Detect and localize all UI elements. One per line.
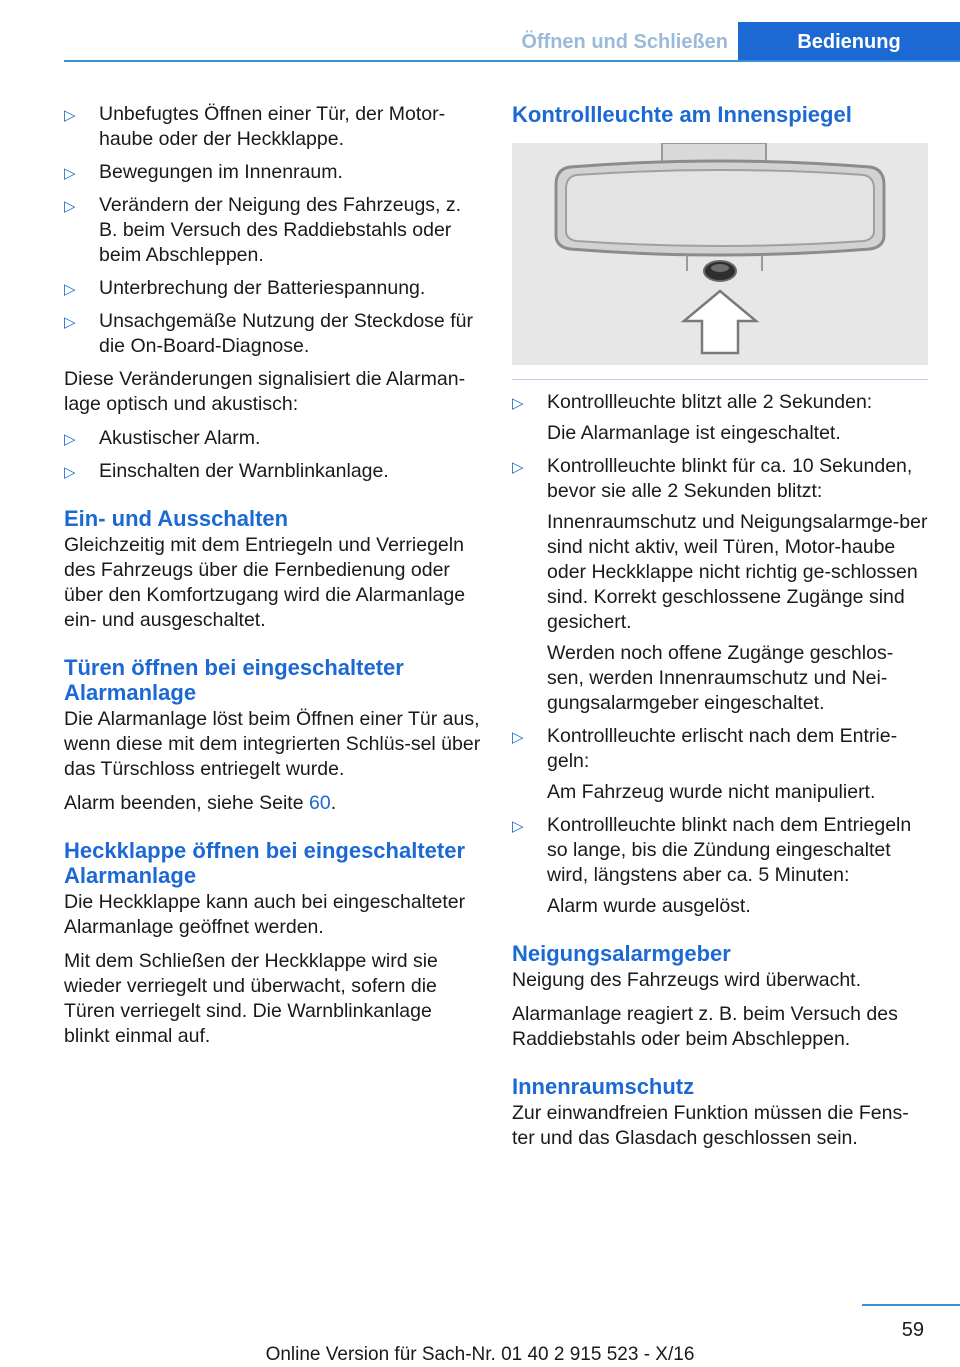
triangle-bullet-icon: ▷ <box>512 459 524 476</box>
section-text-tilt-1: Neigung des Fahrzeugs wird überwacht. <box>512 969 862 991</box>
page-reference-link[interactable]: 60 <box>309 792 331 814</box>
trigger-list <box>64 102 482 359</box>
section-heading-interior: Innenraumschutz <box>512 1074 695 1099</box>
list-item: ▷ Verändern der Neigung des Fahrzeugs, z. B. beim Versuch des Raddiebstahls oder beim Abschleppen. <box>64 194 462 266</box>
list-item: ▷ Akustischer Alarm. <box>64 426 482 451</box>
triangle-bullet-icon: ▷ <box>64 198 76 215</box>
page-number-rule <box>862 1304 960 1306</box>
list-item: ▷ Einschalten der Warnblinkanlage. <box>64 459 482 484</box>
list-item: ▷ Kontrollleuchte blinkt für ca. 10 Sekunden, bevor sie alle 2 Sekunden blitzt: Innenraumschutz und Neigungsalarmge‐ber sind nicht aktiv, weil Türen, Motor‐haube oder Heckklappe nicht richtig ge‐schlossen sind. Korrekt geschlossene Zugänge sind gesichert. Werden noch offene Zugänge geschlos‐sen, werden Innenraumschutz und Nei‐gungsalarmgeber eingeschaltet. <box>512 455 928 714</box>
list-item: ▷ Bewegungen im Innenraum. <box>64 160 482 185</box>
list-item: ▷ Unterbrechung der Batteriespannung. <box>64 276 482 301</box>
rearview-mirror-illustration <box>512 143 928 365</box>
left-column <box>64 102 482 1058</box>
section-text-doors: Die Alarmanlage löst beim Öffnen einer Tür aus, wenn diese mit dem integrierten Schlüs‐sel über das Türschloss entriegelt wurde. <box>64 708 481 780</box>
section-text-interior: Zur einwandfreien Funktion müssen die Fens‐ter und das Glasdach geschlossen sein. <box>512 1102 909 1149</box>
list-item: ▷ Kontrollleuchte erlischt nach dem Entrie‐geln: Am Fahrzeug wurde nicht manipuliert. <box>512 725 898 803</box>
section-heading-tilt: Neigungsalarmgeber <box>512 941 731 966</box>
section-heading-on-off: Ein- und Ausschalten <box>64 506 289 531</box>
rearview-mirror-figure <box>512 143 928 365</box>
triangle-bullet-icon: ▷ <box>512 818 524 835</box>
right-column <box>512 102 928 1160</box>
running-header-tab: Bedienung <box>738 22 960 62</box>
header-rule <box>64 60 960 62</box>
footer-text: Online Version für Sach-Nr. 01 40 2 915 523 - X/16 <box>265 1344 695 1365</box>
list-item: ▷ Kontrollleuchte blitzt alle 2 Sekunden: Die Alarmanlage ist eingeschaltet. <box>512 391 873 444</box>
list-item: ▷ Unbefugtes Öffnen einer Tür, der Motor‐haube oder der Heckklappe. <box>64 103 446 150</box>
triangle-bullet-icon: ▷ <box>64 281 76 298</box>
section-heading-tailgate: Heckklappe öffnen bei eingeschalteter Alarmanlage <box>64 838 466 888</box>
triangle-bullet-icon: ▷ <box>64 107 76 124</box>
triangle-bullet-icon: ▷ <box>64 165 76 182</box>
alarm-end-paragraph: Alarm beenden, siehe Seite 60. <box>64 792 337 814</box>
list-item: ▷ Kontrollleuchte blinkt nach dem Entriegeln so lange, bis die Zündung eingeschaltet wird, längstens aber ca. 5 Minuten: Alarm wurde ausgelöst. <box>512 814 912 917</box>
triangle-bullet-icon: ▷ <box>64 431 76 448</box>
section-heading-doors: Türen öffnen bei eingeschalteter Alarmanlage <box>64 655 404 705</box>
running-header-section: Öffnen und Schließen <box>521 31 728 53</box>
triangle-bullet-icon: ▷ <box>64 314 76 331</box>
triangle-bullet-icon: ▷ <box>512 729 524 746</box>
signal-paragraph: Diese Veränderungen signalisiert die Alarman‐lage optisch und akustisch: <box>64 368 466 415</box>
section-text-tailgate-2: Mit dem Schließen der Heckklappe wird sie wieder verriegelt und überwacht, sofern die Türen verriegelt sind. Die Warnblinkanlage blinkt einmal auf. <box>64 950 438 1047</box>
section-text-tailgate-1: Die Heckklappe kann auch bei eingeschalteter Alarmanlage geöffnet werden. <box>64 891 466 938</box>
section-text-tilt-2: Alarmanlage reagiert z. B. beim Versuch des Raddiebstahls oder beim Abschleppen. <box>512 1003 898 1050</box>
triangle-bullet-icon: ▷ <box>64 464 76 481</box>
signal-list <box>64 426 482 484</box>
triangle-bullet-icon: ▷ <box>512 395 524 412</box>
indicator-list <box>512 390 928 919</box>
divider <box>512 379 928 380</box>
page-number: 59 <box>901 1319 924 1341</box>
section-text-on-off: Gleichzeitig mit dem Entriegeln und Verriegeln des Fahrzeugs über die Fernbedienung oder über den Komfortzugang wird die Alarmanlage ein- und ausgeschaltet. <box>64 534 466 631</box>
list-item: ▷ Unsachgemäße Nutzung der Steckdose für die On-Board-Diagnose. <box>64 310 473 357</box>
section-heading-indicator: Kontrollleuchte am Innenspiegel <box>512 102 852 127</box>
